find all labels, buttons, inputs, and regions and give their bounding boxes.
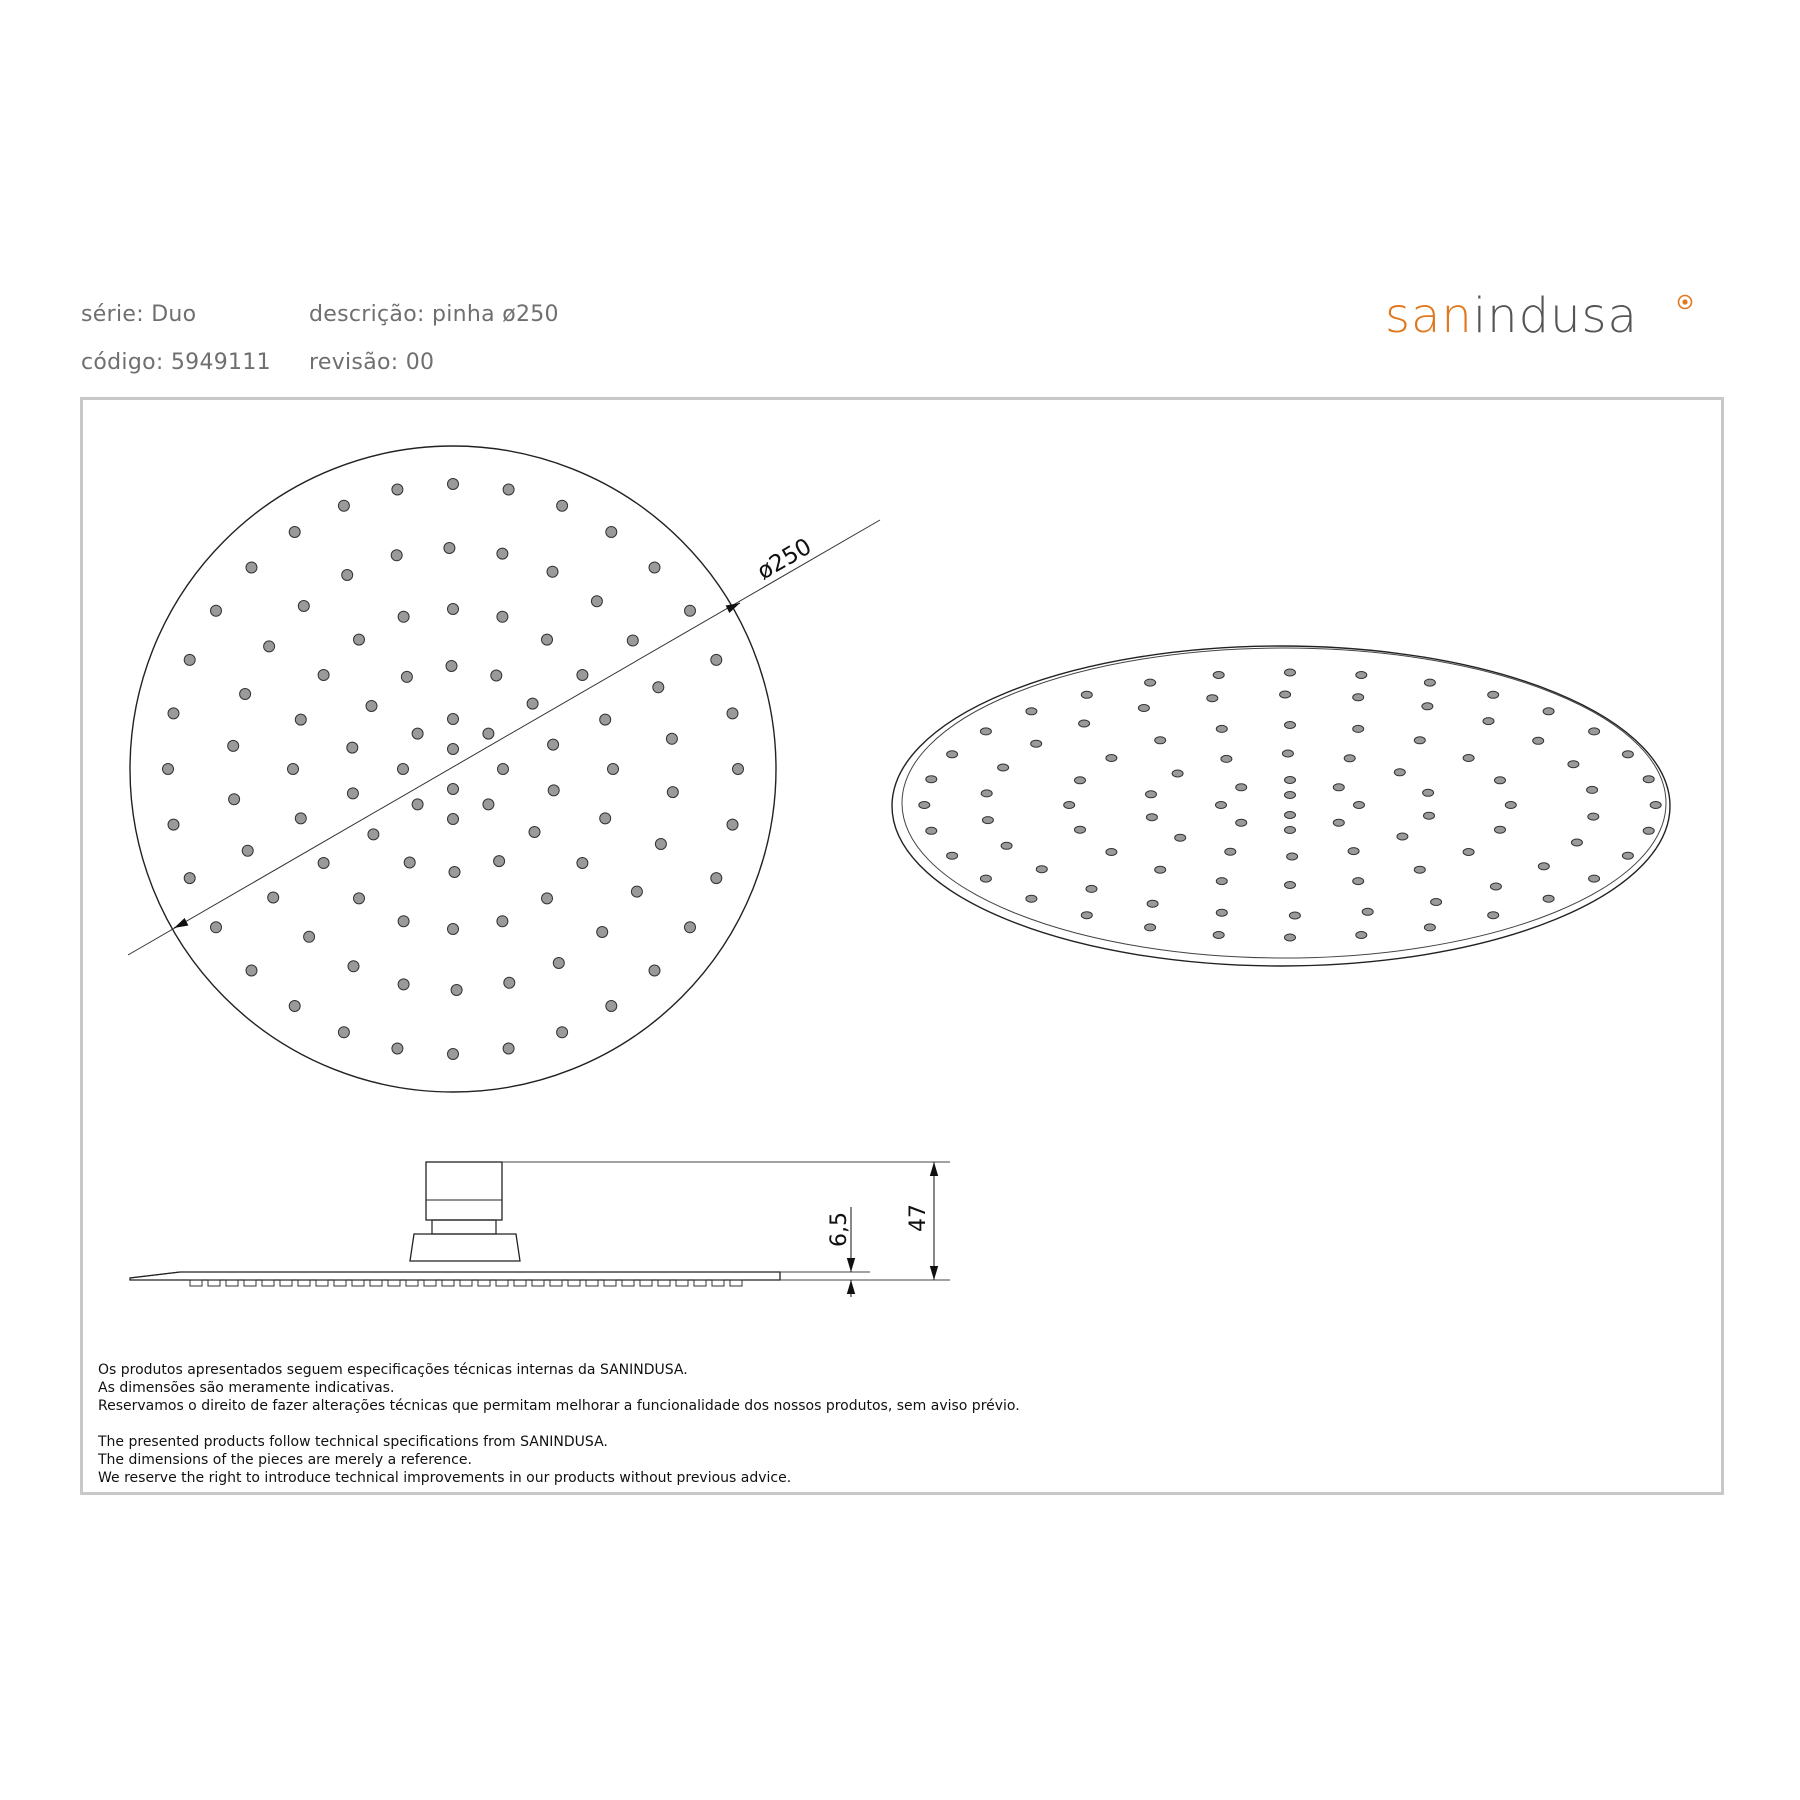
- nozzle: [347, 742, 358, 753]
- nozzle: [1344, 755, 1355, 762]
- nozzle: [711, 873, 722, 884]
- nozzle: [1146, 814, 1157, 821]
- nozzle: [491, 670, 502, 681]
- nozzle: [412, 799, 423, 810]
- nozzle: [1225, 848, 1236, 855]
- nozzle: [1587, 786, 1598, 793]
- nozzle: [1079, 720, 1090, 727]
- nozzle: [1285, 669, 1296, 676]
- nozzle: [606, 527, 617, 538]
- nozzle: [1533, 737, 1544, 744]
- nozzle: [1064, 802, 1075, 809]
- nozzle: [542, 634, 553, 645]
- nozzle: [1216, 878, 1227, 885]
- nozzle: [448, 1049, 459, 1060]
- nozzle: [1036, 866, 1047, 873]
- nozzle: [1362, 908, 1373, 915]
- nozzle: [685, 922, 696, 933]
- nozzle: [1026, 708, 1037, 715]
- nozzle: [1075, 826, 1086, 833]
- nozzle: [1424, 812, 1435, 819]
- nozzle: [404, 857, 415, 868]
- nozzle-tip: [658, 1280, 670, 1286]
- technical-drawing: [80, 397, 1724, 1297]
- nozzle: [1495, 777, 1506, 784]
- nozzle: [557, 1027, 568, 1038]
- nozzle: [557, 500, 568, 511]
- nozzle: [1145, 679, 1156, 686]
- nozzle: [1285, 812, 1296, 819]
- nozzle: [727, 819, 738, 830]
- nozzle-tip: [622, 1280, 634, 1286]
- nozzle: [503, 1043, 514, 1054]
- nozzle-tip: [442, 1280, 454, 1286]
- nozzle: [577, 858, 588, 869]
- nozzle: [240, 689, 251, 700]
- serie-label: série: Duo: [81, 302, 197, 327]
- nozzle: [1236, 784, 1247, 791]
- nozzle: [342, 570, 353, 581]
- nozzle: [318, 670, 329, 681]
- nozzle: [1282, 750, 1293, 757]
- nozzle: [497, 611, 508, 622]
- nozzle: [1146, 791, 1157, 798]
- nozzle: [497, 548, 508, 559]
- codigo-label: código: 5949111: [81, 350, 271, 375]
- nozzle: [503, 484, 514, 495]
- nozzle-tip: [460, 1280, 472, 1286]
- nozzle: [288, 764, 299, 775]
- nozzle: [318, 858, 329, 869]
- nozzle: [1568, 761, 1579, 768]
- nozzle: [392, 484, 403, 495]
- disclaimer-pt-1: Os produtos apresentados seguem especificações técnicas internas da SANINDUSA.: [98, 1362, 688, 1378]
- nozzle: [1031, 740, 1042, 747]
- nozzle: [1423, 789, 1434, 796]
- nozzle: [1589, 728, 1600, 735]
- nozzle: [685, 605, 696, 616]
- nozzle-tip: [424, 1280, 436, 1286]
- nozzle: [1333, 784, 1344, 791]
- disclaimer-pt-3: Reservamos o direito de fazer alterações técnicas que permitam melhorar a funcionalidade dos nossos produtos, sem aviso prévio.: [98, 1398, 1020, 1414]
- nozzle: [398, 764, 409, 775]
- nozzle: [1213, 672, 1224, 679]
- nozzle: [649, 562, 660, 573]
- disclaimer-pt-2: As dimensões são meramente indicativas.: [98, 1380, 395, 1396]
- nozzle: [494, 856, 505, 867]
- nozzle: [1356, 932, 1367, 939]
- nozzle: [1289, 912, 1300, 919]
- nozzle: [401, 671, 412, 682]
- nozzle: [184, 654, 195, 665]
- nozzle: [1488, 691, 1499, 698]
- nozzle: [1147, 900, 1158, 907]
- nozzle: [1086, 885, 1097, 892]
- nozzle: [1622, 852, 1633, 859]
- nozzle-tip: [370, 1280, 382, 1286]
- nozzle: [1424, 679, 1435, 686]
- nozzle: [527, 698, 538, 709]
- nozzle: [304, 931, 315, 942]
- nozzle: [980, 728, 991, 735]
- nozzle-tip: [640, 1280, 652, 1286]
- sanindusa-logo: [1385, 288, 1705, 348]
- nozzle: [391, 550, 402, 561]
- nozzle: [1348, 848, 1359, 855]
- nozzle: [1422, 703, 1433, 710]
- nozzle: [1495, 826, 1506, 833]
- revisao-label: revisão: 00: [309, 350, 435, 375]
- nozzle: [289, 527, 300, 538]
- nozzle: [1589, 875, 1600, 882]
- logo-mark-icon: [1677, 294, 1693, 310]
- nozzle: [1216, 802, 1227, 809]
- nozzle: [1414, 737, 1425, 744]
- nozzle: [1353, 694, 1364, 701]
- nozzle: [1353, 725, 1364, 732]
- nozzle-tip: [712, 1280, 724, 1286]
- nozzle-tip: [298, 1280, 310, 1286]
- connector-base: [410, 1234, 520, 1261]
- nozzle: [398, 611, 409, 622]
- nozzle-tip: [532, 1280, 544, 1286]
- nozzle: [1285, 882, 1296, 889]
- nozzle: [354, 893, 365, 904]
- nozzle: [392, 1043, 403, 1054]
- nozzle: [448, 924, 459, 935]
- nozzle: [1216, 725, 1227, 732]
- nozzle: [1650, 802, 1661, 809]
- nozzle-tip: [244, 1280, 256, 1286]
- nozzle: [398, 979, 409, 990]
- nozzle: [348, 961, 359, 972]
- nozzle: [338, 1027, 349, 1038]
- nozzle: [246, 562, 257, 573]
- logo-text-indusa: indusa: [1472, 288, 1638, 344]
- nozzle: [591, 596, 602, 607]
- nozzle: [1394, 769, 1405, 776]
- nozzle-tip: [226, 1280, 238, 1286]
- nozzle: [1175, 834, 1186, 841]
- nozzle: [1463, 849, 1474, 856]
- nozzle: [1155, 866, 1166, 873]
- nozzle: [1354, 802, 1365, 809]
- nozzle: [354, 634, 365, 645]
- nozzle: [1505, 802, 1516, 809]
- nozzle: [1285, 934, 1296, 941]
- nozzle: [919, 802, 930, 809]
- nozzle: [184, 873, 195, 884]
- nozzle: [1216, 909, 1227, 916]
- nozzle: [947, 751, 958, 758]
- nozzle: [1353, 878, 1364, 885]
- top-view: [128, 446, 880, 1092]
- nozzle: [347, 788, 358, 799]
- nozzle: [926, 776, 937, 783]
- nozzle: [1424, 924, 1435, 931]
- nozzle: [1643, 827, 1654, 834]
- nozzle: [1490, 883, 1501, 890]
- nozzle: [727, 708, 738, 719]
- disclaimer-en-3: We reserve the right to introduce technical improvements in our products without previous advice.: [98, 1470, 792, 1486]
- nozzle: [542, 893, 553, 904]
- nozzle: [211, 605, 222, 616]
- nozzle: [980, 875, 991, 882]
- nozzle: [246, 965, 257, 976]
- nozzle: [711, 654, 722, 665]
- nozzle: [229, 794, 240, 805]
- nozzle: [446, 661, 457, 672]
- nozzle: [577, 670, 588, 681]
- nozzle: [606, 1001, 617, 1012]
- nozzle: [1287, 853, 1298, 860]
- nozzle: [295, 714, 306, 725]
- logo-text: [1385, 288, 1638, 344]
- nozzle: [1081, 691, 1092, 698]
- nozzle: [608, 764, 619, 775]
- nozzle: [1280, 691, 1291, 698]
- nozzle: [1081, 912, 1092, 919]
- showerhead-outline-top: [130, 446, 776, 1092]
- nozzle-tip: [514, 1280, 526, 1286]
- nozzle-tip: [496, 1280, 508, 1286]
- nozzle-height-label: 6,5: [827, 1212, 852, 1247]
- nozzle: [1333, 819, 1344, 826]
- nozzle: [1538, 863, 1549, 870]
- nozzle: [448, 814, 459, 825]
- nozzle: [1431, 899, 1442, 906]
- nozzle: [998, 764, 1009, 771]
- perspective-view: [892, 646, 1670, 966]
- nozzle: [597, 927, 608, 938]
- disclaimer-en-2: The dimensions of the pieces are merely a reference.: [98, 1452, 472, 1468]
- nozzle-tip: [676, 1280, 688, 1286]
- height-label: 47: [906, 1204, 931, 1232]
- nozzle: [264, 641, 275, 652]
- nozzle: [1106, 755, 1117, 762]
- nozzle: [1571, 839, 1582, 846]
- nozzle-row-side: [190, 1280, 742, 1286]
- nozzle: [444, 543, 455, 554]
- nozzle: [1285, 777, 1296, 784]
- nozzle-tip: [568, 1280, 580, 1286]
- nozzle: [268, 892, 279, 903]
- nozzle-tip: [586, 1280, 598, 1286]
- nozzle-tip: [730, 1280, 742, 1286]
- nozzle: [1543, 895, 1554, 902]
- nozzle: [497, 916, 508, 927]
- nozzle-tip: [388, 1280, 400, 1286]
- nozzle: [1213, 932, 1224, 939]
- nozzle: [168, 708, 179, 719]
- nozzle: [448, 784, 459, 795]
- nozzle: [448, 479, 459, 490]
- disclaimer-en-1: The presented products follow technical specifications from SANINDUSA.: [98, 1434, 608, 1450]
- nozzle: [504, 977, 515, 988]
- nozzle: [548, 785, 559, 796]
- nozzle: [1463, 755, 1474, 762]
- nozzle-tip: [604, 1280, 616, 1286]
- nozzle: [1622, 751, 1633, 758]
- nozzle: [667, 787, 678, 798]
- nozzle-tip: [208, 1280, 220, 1286]
- nozzle: [1236, 819, 1247, 826]
- logo-text-san: san: [1385, 288, 1473, 344]
- nozzle: [600, 714, 611, 725]
- nozzle: [289, 1001, 300, 1012]
- nozzle: [398, 916, 409, 927]
- nozzle: [228, 740, 239, 751]
- nozzle: [449, 867, 460, 878]
- nozzle: [295, 813, 306, 824]
- nozzle: [1106, 849, 1117, 856]
- nozzle: [982, 817, 993, 824]
- nozzle: [733, 764, 744, 775]
- nozzle: [1414, 866, 1425, 873]
- nozzle: [1285, 792, 1296, 799]
- nozzle: [553, 958, 564, 969]
- nozzle: [412, 728, 423, 739]
- nozzle: [529, 827, 540, 838]
- nozzle: [631, 886, 642, 897]
- nozzle: [1075, 777, 1086, 784]
- nozzle: [981, 790, 992, 797]
- nozzle: [1001, 842, 1012, 849]
- nozzle: [1026, 895, 1037, 902]
- nozzle: [666, 733, 677, 744]
- nozzle-tip: [406, 1280, 418, 1286]
- nozzle-group-top: [163, 479, 744, 1060]
- nozzle: [451, 985, 462, 996]
- descricao-label: descrição: pinha ø250: [309, 302, 559, 327]
- nozzle: [168, 819, 179, 830]
- nozzle: [649, 965, 660, 976]
- nozzle: [448, 604, 459, 615]
- side-view: [130, 1162, 950, 1297]
- nozzle: [1397, 833, 1408, 840]
- nozzle-group-perspective: [919, 669, 1661, 941]
- nozzle: [655, 839, 666, 850]
- nozzle: [1285, 722, 1296, 729]
- nozzle-tip: [550, 1280, 562, 1286]
- nozzle: [1172, 770, 1183, 777]
- nozzle: [653, 682, 664, 693]
- nozzle: [926, 827, 937, 834]
- nozzle: [368, 829, 379, 840]
- nozzle: [947, 852, 958, 859]
- nozzle: [242, 845, 253, 856]
- plate-side: [130, 1272, 780, 1280]
- nozzle-tip: [694, 1280, 706, 1286]
- diameter-label: ø250: [753, 533, 817, 586]
- nozzle: [1488, 912, 1499, 919]
- nozzle: [1207, 695, 1218, 702]
- nozzle: [547, 566, 558, 577]
- nozzle: [1643, 776, 1654, 783]
- nozzle: [448, 744, 459, 755]
- nozzle: [1155, 737, 1166, 744]
- nozzle-tip: [334, 1280, 346, 1286]
- nozzle: [366, 701, 377, 712]
- nozzle: [548, 739, 559, 750]
- nozzle: [1138, 705, 1149, 712]
- nozzle: [1285, 827, 1296, 834]
- connector-nut: [432, 1220, 496, 1234]
- nozzle: [448, 714, 459, 725]
- nozzle-tip: [190, 1280, 202, 1286]
- nozzle-tip: [478, 1280, 490, 1286]
- nozzle: [498, 764, 509, 775]
- nozzle-tip: [262, 1280, 274, 1286]
- nozzle: [163, 764, 174, 775]
- nozzle: [211, 922, 222, 933]
- connector-pipe: [426, 1162, 502, 1220]
- diameter-line: [128, 520, 880, 955]
- nozzle: [298, 601, 309, 612]
- diameter-arrow-left: [174, 925, 180, 928]
- nozzle: [1145, 924, 1156, 931]
- nozzle: [627, 635, 638, 646]
- nozzle: [1543, 708, 1554, 715]
- nozzle: [483, 799, 494, 810]
- nozzle: [338, 500, 349, 511]
- nozzle: [1221, 755, 1232, 762]
- nozzle-tip: [352, 1280, 364, 1286]
- nozzle: [1483, 718, 1494, 725]
- nozzle: [600, 813, 611, 824]
- nozzle: [1356, 672, 1367, 679]
- nozzle: [483, 728, 494, 739]
- nozzle-tip: [280, 1280, 292, 1286]
- nozzle-tip: [316, 1280, 328, 1286]
- nozzle: [1588, 813, 1599, 820]
